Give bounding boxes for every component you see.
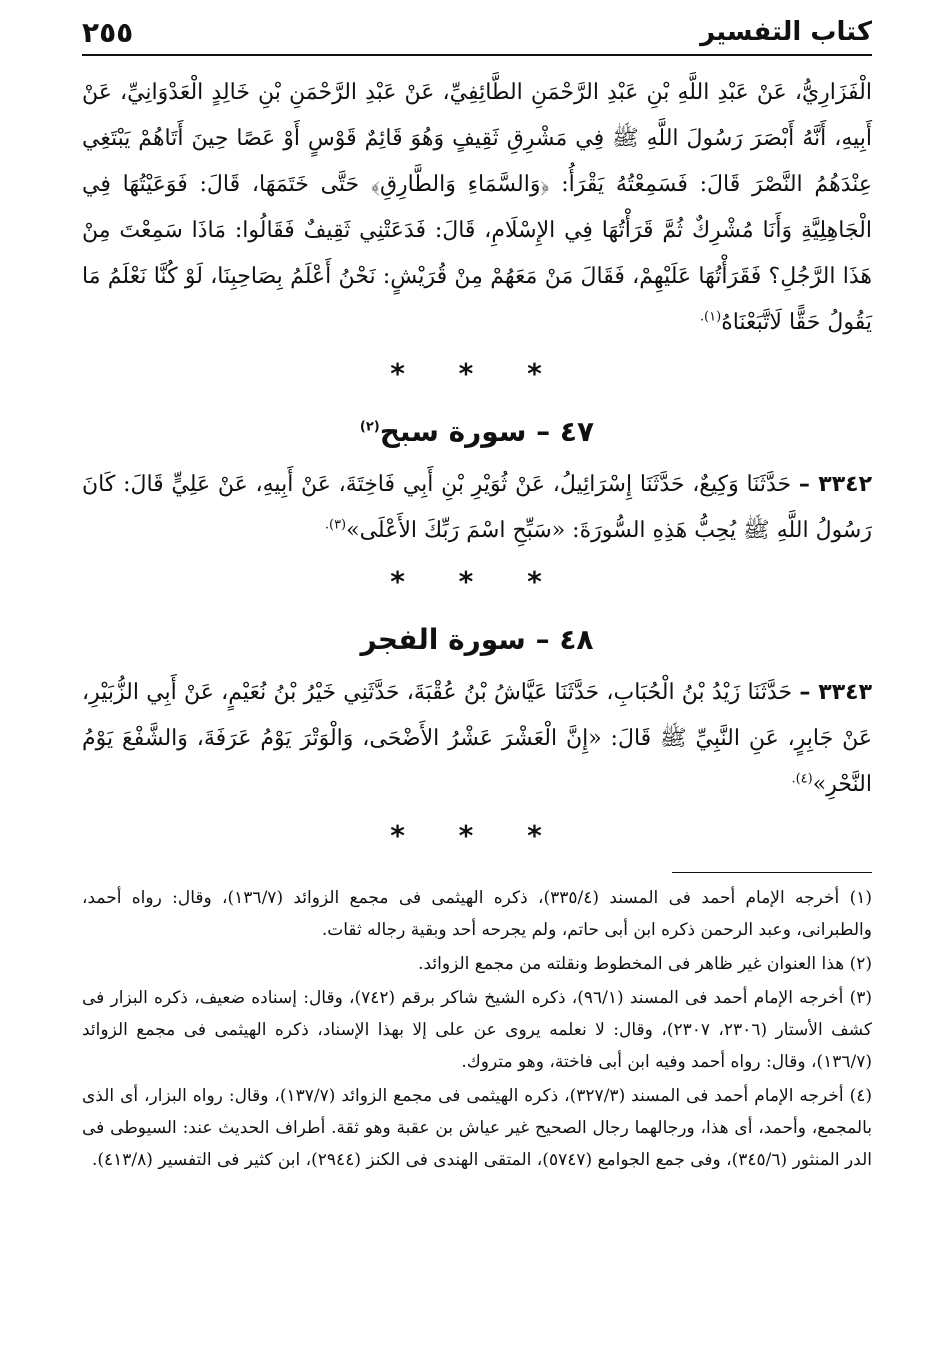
footnote-divider <box>672 872 872 873</box>
footnote-1: (١) أخرجه الإمام أحمد فى المسند (٣٣٥/٤)، ذكره الهيثمى فى مجمع الزوائد (١٣٦/٧)، وقال: رواه أحمد، والطبرانى، وعبد الرحمن ذكره ابن أبى حاتم، ولم يجرحه أحد وبقية رجاله ثقات. <box>82 888 872 940</box>
footnote-3: (٣) أخرجه الإمام أحمد فى المسند (٩٦/١)، ذكره الشيخ شاكر برقم (٧٤٢)، وقال: إسناده ضعيف، ذكره البزار فى كشف الأستار (٢٣٠٦، ٢٣٠٧)، وقال: لا نعلمه يروى عن على إلا بهذا الإسناد، ذكره الهيثمى فى مجمع الزوائد (١٣٦/٧)، وقال: رواه أحمد وفيه ابن أبى فاختة، وهو متروك. <box>82 988 873 1072</box>
running-title: كتاب التفسير <box>700 17 872 47</box>
main-text <box>82 70 872 864</box>
page-number: ٢٥٥ <box>82 15 134 49</box>
section-separator: * * * <box>390 565 564 598</box>
surah-47-heading <box>82 402 872 462</box>
footnotes <box>82 882 872 1178</box>
hadith-3343 <box>82 670 872 808</box>
section-separator: * * * <box>390 357 564 390</box>
footnote-ref-4: (٤). <box>791 771 813 787</box>
hadith-3343-number: ٣٣٤٣ – <box>799 680 872 705</box>
continuation-text: الْفَزَارِيُّ، عَنْ عَبْدِ اللَّهِ بْنِ عَبْدِ الرَّحْمَنِ الطَّائِفِيِّ، عَنْ عَبْدِ الرَّحْمَنِ بْنِ خَالِدٍ الْعَدْوَانِيِّ، عَنْ أَبِيهِ، أَنَّهُ أَبْصَرَ رَسُولَ اللَّهِ ﷺ فِي مَشْرِقِ ثَقِيفٍ وَهُوَ قَائِمٌ قَوْسٍ أَوْ عَصًا حِينَ أَتَاهُمْ يَبْتَغِي عِنْدَهُمُ النَّصْرَ قَالَ: فَسَمِعْتُهُ يَقْرَأُ: ﴿وَالسَّمَاءِ وَالطَّارِقِ﴾ حَتَّى خَتَمَهَا، قَالَ: فَوَعَيْتُهَا فِي الْجَاهِلِيَّةِ وَأَنَا مُشْرِكٌ ثُمَّ قَرَأْتُهَا فِي الإِسْلَامِ، قَالَ: فَدَعَتْنِي ثَقِيفٌ فَقَالُوا: مَاذَا سَمِعْتَ مِنْ هَذَا الرَّجُلِ؟ فَقَرَأْتُهَا عَلَيْهِمْ، فَقَالَ مَنْ مَعَهُمْ مِنْ قُرَيْشٍ: نَحْنُ أَعْلَمُ بِصَاحِبِنَا، لَوْ كُنَّا نَعْلَمُ مَا يَقُولُ حَقًّا لَاتَّبَعْنَاهُ <box>82 80 872 335</box>
footnote-4: (٤) أخرجه الإمام أحمد فى المسند (٣٢٧/٣)، ذكره الهيثمى فى مجمع الزوائد (١٣٧/٧)، وقال: رواه البزار، أى الذى بالمجمع، وأحمد، أى هذا، ورجالهما رجال الصحيح غير عياش بن عقبة وهو ثقة. أطراف الحديث عند: السيوطى فى الدر المنثور (٣٤٥/٦)، وفى جمع الجوامع (٥٧٤٧)، المتقى الهندى فى الكنز (٢٩٤٤)، ابن كثير فى التفسير (٤١٣/٨). <box>82 1086 872 1170</box>
page-header <box>82 10 872 56</box>
hadith-3342-text: حَدَّثَنَا وَكِيعٌ، حَدَّثَنَا إِسْرَائِيلُ، عَنْ ثُوَيْرِ بْنِ أَبِي فَاخِتَةَ، عَنْ أَبِيهِ، عَنْ عَلِيٍّ قَالَ: كَانَ رَسُولُ اللَّهِ ﷺ يُحِبُّ هَذِهِ السُّورَةَ: «سَبِّحِ اسْمَ رَبِّكَ الأَعْلَى» <box>82 472 872 543</box>
hadith-3342 <box>82 462 872 554</box>
hadith-continuation <box>82 70 872 346</box>
surah-48-heading <box>82 610 872 670</box>
surah-47-title: ٤٧ – سورة سبح <box>379 415 595 448</box>
hadith-3343-text: حَدَّثَنَا زَيْدُ بْنُ الْحُبَابِ، حَدَّثَنَا عَيَّاشُ بْنُ عُقْبَةَ، حَدَّثَنِي خَيْرُ بْنُ نُعَيْمٍ، عَنْ أَبِي الزُّبَيْرِ، عَنْ جَابِرٍ، عَنِ النَّبِيِّ ﷺ قَالَ: «إِنَّ الْعَشْرَ عَشْرُ الأَضْحَى، وَالْوَتْرَ يَوْمُ عَرَفَةَ، وَالشَّفْعَ يَوْمُ النَّحْرِ» <box>82 680 872 797</box>
footnote-ref-2: (٢) <box>359 419 380 435</box>
surah-48-title: ٤٨ – سورة الفجر <box>360 623 594 656</box>
section-separator: * * * <box>390 819 564 852</box>
hadith-3342-number: ٣٣٤٢ – <box>798 472 872 497</box>
footnote-ref-1: (١). <box>699 309 722 325</box>
book-page <box>82 10 872 1340</box>
footnote-2: (٢) هذا العنوان غير ظاهر فى المخطوط ونقلته من مجمع الزوائد. <box>418 954 872 974</box>
footnote-ref-3: (٣). <box>324 517 347 533</box>
